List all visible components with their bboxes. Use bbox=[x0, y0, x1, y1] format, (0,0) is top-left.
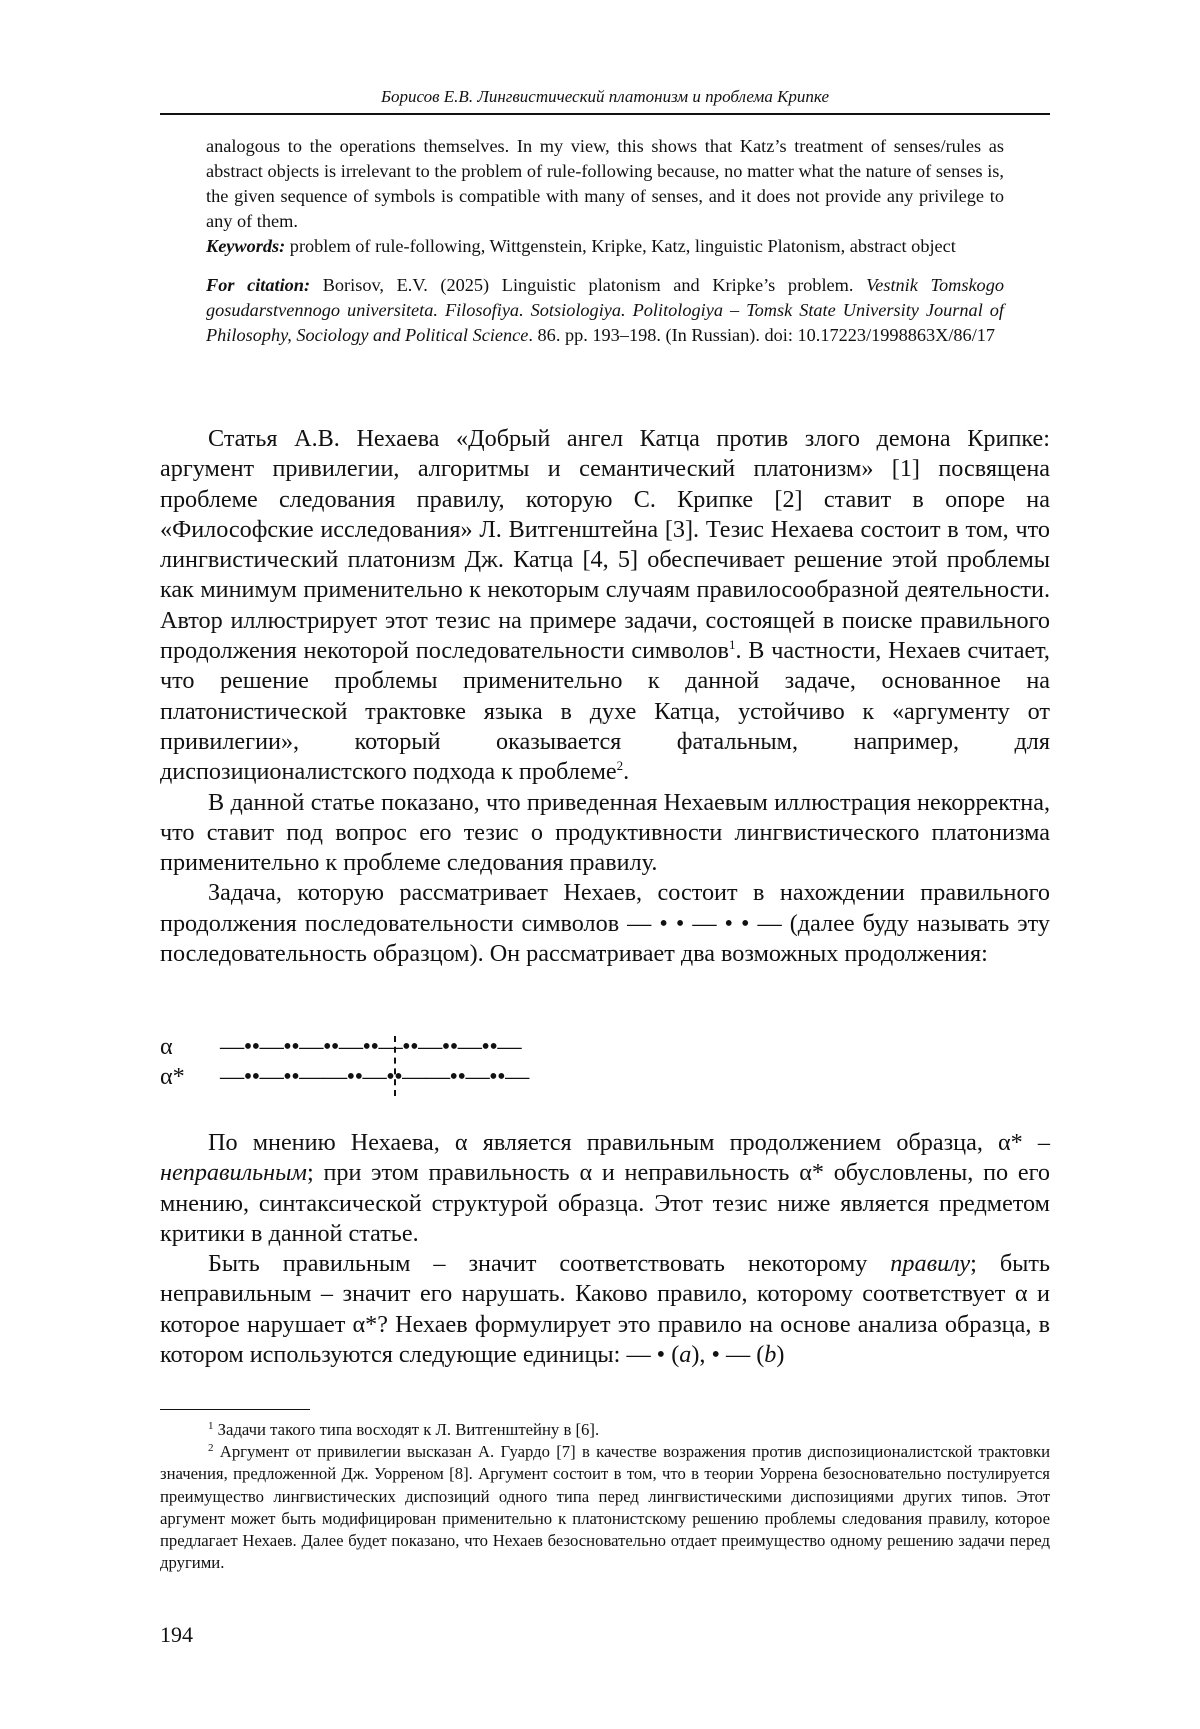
paragraph-5-text-a: Быть правильным – значит соответствовать некоторому bbox=[208, 1250, 868, 1278]
keywords-list: problem of rule-following, Wittgenstein, Kripke, Katz, linguistic Platonism, abstract object bbox=[289, 236, 956, 256]
unit-b-variable: b bbox=[764, 1341, 777, 1369]
abstract-text: analogous to the operations themselves. In my view, this shows that Katz’s treatment of senses/rules as abstract objects is irrelevant to the problem of rule-following because, no matter what the nature of senses is, the given sequence of symbols is compatible with many of senses, and it does not provide any privilege to any of them. bbox=[206, 136, 1004, 231]
footnote-text: Аргумент от привилегии высказан А. Гуардо [7] в качестве возражения против диспозиционалистской трактовки значения, предложенной Дж. Уорреном [8]. Аргумент состоит в том, что в теории Уоррена безосновательно постулируется преимущество лингвистических диспозиций одного типа перед лингвистическими диспозициями других типов. Этот аргумент может быть модифицирован применительно к платонистскому решению проблемы следования правилу, которое предлагает Нехаев. Далее будет показано, что Нехаев безосновательно отдает преимущество одному решению задачи перед другими. bbox=[160, 1442, 1051, 1573]
paragraph-2: В данной статье показано, что приведенная Нехаевым иллюстрация некорректна, что ставит под вопрос его тезис о продуктивности лингвистического платонизма применительно к проблеме следования правилу. bbox=[160, 788, 1050, 877]
page-number: 194 bbox=[160, 1622, 193, 1647]
paragraph-1 bbox=[160, 424, 1050, 788]
citation-journal: Vestnik Tomskogo gosudarstvennogo universiteta. Filosofiya. Sotsiologiya. Politologiya – Tomsk State University Journal of Philosophy, Sociology and Political Science bbox=[206, 275, 1004, 345]
paragraph-5-text-c: ), • — ( bbox=[691, 1341, 765, 1369]
paragraph-4-text-b: ; при этом правильность α и неправильность α* обусловлены, по его мнению, синтаксической структурой образца. Этот тезис ниже является предметом критики в данной статье. bbox=[160, 1159, 1050, 1247]
citation-part1: Borisov, E.V. (2025) Linguistic platonism and Kripke’s problem. bbox=[322, 275, 854, 295]
paragraph-1-text-a: Статья А.В. Нехаева «Добрый ангел Катца против злого демона Крипке: аргумент привилегии, алгоритмы и семантический платонизм» [1] посвящена проблеме следования правилу, которую С. Крипке [2] ставит в опоре на «Философские исследования» Л. Витгенштейна [3]. Тезис Нехаева состоит в том, что лингвистический платонизм Дж. Катца [4, 5] обеспечивает решение этой проблемы как минимум применительно к некоторым случаям правилосообразной деятельности. Автор иллюстрирует этот тезис на примере задачи, состоящей в поиске правильного продолжения некоторой последовательности символов bbox=[160, 425, 1050, 665]
sequence-symbols bbox=[220, 1032, 521, 1062]
footnote-1 bbox=[160, 1419, 1050, 1441]
paragraph-5-italic: правилу bbox=[890, 1250, 971, 1278]
footnote-rule bbox=[160, 1409, 310, 1410]
paragraph-5-text-b: ; быть неправильным – значит его нарушать. Каково правило, которому соответствует α и которое нарушает α*? Нехаев формулирует это правило на основе анализа образца, в котором используются следующие единицы: — • ( bbox=[160, 1250, 1050, 1369]
sequence-continuation: ••—••—••—••—••— bbox=[322, 1033, 522, 1060]
sequence-prefix: —••—••— bbox=[220, 1063, 323, 1090]
paragraph-1-text-b: . В частности, Нехаев считает, что решение проблемы применительно к данной задаче, основанное на платонистической трактовке языка в духе Катца, устойчиво к «аргументу от привилегии», который оказывается фатальным, например, для диспозиционалистского подхода к проблеме bbox=[160, 637, 1050, 786]
english-abstract bbox=[206, 134, 1004, 348]
header-rule bbox=[160, 113, 1050, 115]
paragraph-3: Задача, которую рассматривает Нехаев, состоит в нахождении правильного продолжения последовательности символов — • • — • • — (далее буду называть эту последовательность образцом). Он рассматривает два возможных продолжения: bbox=[160, 879, 1050, 968]
footnote-number: 2 bbox=[208, 1442, 214, 1455]
footnotes bbox=[160, 1419, 1050, 1574]
sequence-prefix: —••—••— bbox=[220, 1033, 323, 1060]
citation-part2: . 86. pp. 193–198. (In Russian). doi: 10.17223/1998863X/86/17 bbox=[528, 325, 996, 345]
sequence-divider-line bbox=[394, 1036, 396, 1096]
footnote-ref-2[interactable]: 2 bbox=[616, 758, 624, 774]
sequence-figure bbox=[160, 1032, 1050, 1092]
sequence-label: α* bbox=[160, 1063, 185, 1090]
sequence-row bbox=[160, 1032, 1050, 1062]
paragraph-1-text-c: . bbox=[623, 758, 630, 786]
sequence-symbols bbox=[220, 1062, 529, 1092]
paragraph-4-text-a: По мнению Нехаева, α является правильным продолжением образца, α* – bbox=[208, 1129, 1050, 1156]
sequence-label: α bbox=[160, 1033, 173, 1060]
keywords-label: Keywords: bbox=[206, 236, 286, 256]
citation-label: For citation: bbox=[206, 275, 311, 295]
paragraph-4-italic: неправильным bbox=[160, 1159, 307, 1187]
sequence-continuation: —••—••——••—••— bbox=[322, 1063, 529, 1090]
footnote-ref-1[interactable]: 1 bbox=[728, 637, 736, 653]
main-text bbox=[160, 424, 1050, 969]
sequence-row bbox=[160, 1062, 1050, 1092]
footnote-number: 1 bbox=[208, 1420, 214, 1432]
citation bbox=[206, 273, 1004, 348]
keywords bbox=[206, 234, 1004, 259]
footnote-2 bbox=[160, 1441, 1050, 1574]
paragraph-5-text-d: ) bbox=[776, 1341, 785, 1369]
main-text-continued bbox=[160, 1128, 1050, 1370]
footnote-text: Задачи такого типа восходят к Л. Витгенштейну в [6]. bbox=[217, 1420, 600, 1439]
paragraph-4 bbox=[160, 1128, 1050, 1249]
paragraph-5 bbox=[160, 1249, 1050, 1370]
running-head: Борисов Е.В. Лингвистический платонизм и проблема Крипке bbox=[381, 87, 829, 106]
unit-a-variable: a bbox=[679, 1341, 692, 1369]
